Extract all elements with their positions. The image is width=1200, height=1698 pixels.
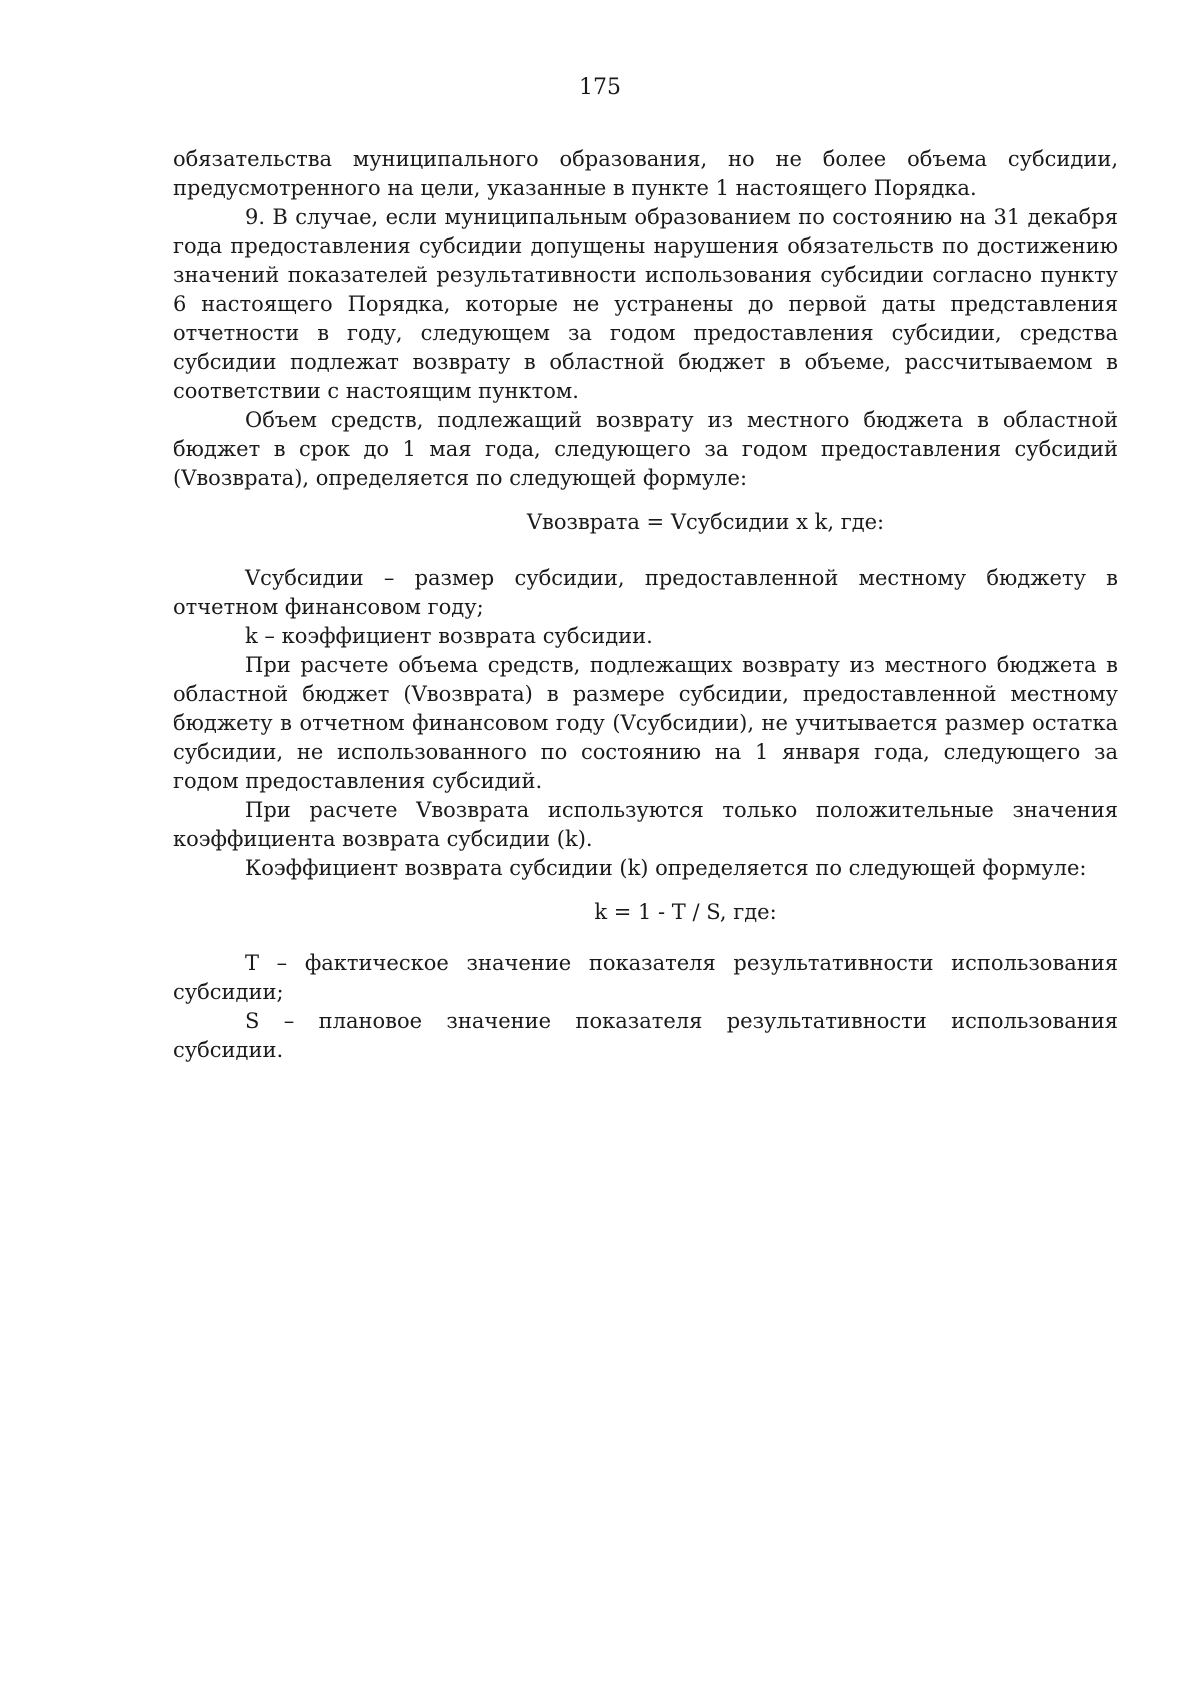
definition-vsubsidy: Vсубсидии – размер субсидии, предоставленной местному бюджету в отчетном финансовом году; [173,566,1118,619]
page-number: 175 [579,75,621,100]
paragraph-item-9: 9. В случае, если муниципальным образованием по состоянию на 31 декабря года предоставления субсидии допущены нарушения обязательств по достижению значений показателей результативности использования субсидии согласно пункту 6 настоящего Порядка, которые не устранены до первой даты представления отчетности в году, следующем за годом предоставления субсидии, средства субсидии подлежат возврату в областной бюджет в объеме, рассчитываемом в соответствии с настоящим пунктом. [173,205,1118,403]
definition-k: k – коэффициент возврата субсидии. [245,624,653,648]
formula-coefficient: k = 1 - T / S, где: [594,900,777,924]
paragraph-calculation-note: При расчете объема средств, подлежащих возврату из местного бюджета в областной бюджет (Vвозврата) в размере субсидии, предоставленной местному бюджету в отчетном финансовом году (Vсубсидии), не учитывается размер остатка субсидии, не использованного по состоянию на 1 января года, следующего за годом предоставления субсидий. [173,653,1118,793]
paragraph-continuation: обязательства муниципального образования, но не более объема субсидии, предусмотренного на цели, указанные в пункте 1 настоящего Порядка. [173,147,1118,200]
paragraph-coefficient-intro: Коэффициент возврата субсидии (k) определяется по следующей формуле: [245,856,1087,880]
document-body [173,145,1118,1065]
formula-return-volume: Vвозврата = Vсубсидии x k, где: [526,510,885,534]
definition-s: S – плановое значение показателя результативности использования субсидии. [173,1009,1118,1062]
paragraph-return-volume: Объем средств, подлежащий возврату из местного бюджета в областной бюджет в срок до 1 мая года, следующего за годом предоставления субсидий (Vвозврата), определяется по следующей формуле: [173,408,1118,490]
paragraph-positive-values: При расчете Vвозврата используются только положительные значения коэффициента возврата субсидии (k). [173,798,1118,851]
definition-t: T – фактическое значение показателя результативности использования субсидии; [173,951,1118,1004]
